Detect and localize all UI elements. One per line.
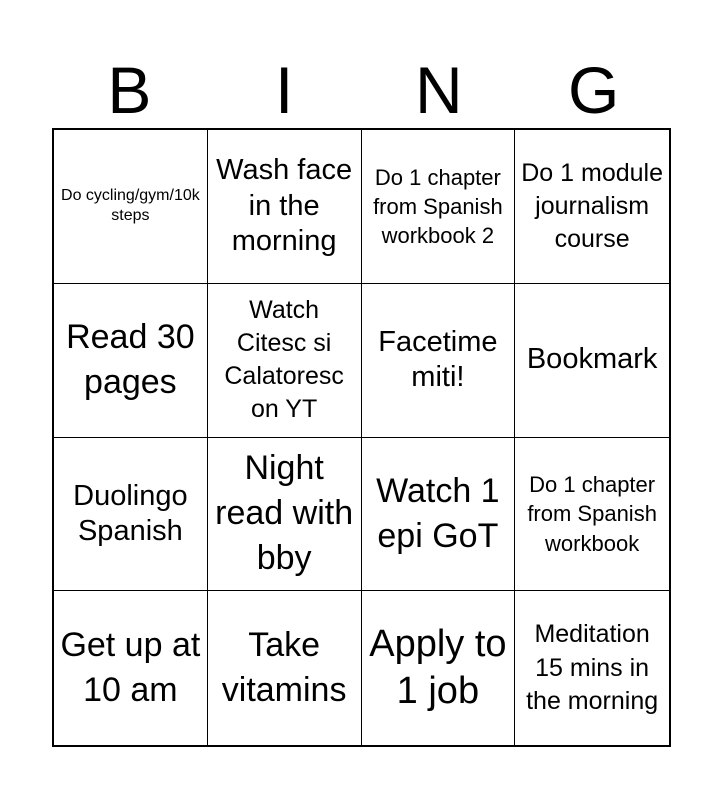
bingo-board [52,128,671,747]
bingo-cell[interactable] [54,130,208,284]
bingo-cell[interactable] [515,438,669,592]
bingo-cell[interactable] [208,130,362,284]
cell-text: Apply to 1 job [369,622,507,713]
cell-text: Duolingo Spanish [73,479,188,547]
cell-text: Do 1 chapter from Spanish workbook 2 [373,164,503,248]
bingo-cell[interactable] [208,591,362,745]
header-letter-g: G [567,53,620,127]
bingo-cell[interactable] [515,130,669,284]
bingo-cell[interactable] [362,438,516,592]
bingo-cell[interactable] [208,284,362,438]
header-letter-b: B [107,53,152,127]
bingo-cell[interactable] [515,284,669,438]
bingo-cell[interactable] [208,438,362,592]
cell-text: Get up at 10 am [60,625,201,710]
cell-text: Watch 1 epi GoT [376,471,500,555]
cell-text: Night read with bby [215,449,354,578]
bingo-cell[interactable] [362,591,516,745]
bingo-cell[interactable] [362,284,516,438]
cell-text: Meditation 15 mins in the morning [526,620,659,715]
bingo-cell[interactable] [362,130,516,284]
header-letter-i: I [274,53,294,127]
cell-text: Read 30 pages [66,317,195,402]
cell-text: Do 1 module journalism course [521,158,663,253]
cell-text: Watch Citesc si Calatoresc on YT [224,295,344,424]
cell-text: Bookmark [526,343,658,376]
cell-text: Facetime miti! [378,325,498,394]
header-letter-n: N [415,53,463,127]
bingo-cell[interactable] [54,438,208,592]
cell-text: Do 1 chapter from Spanish workbook [527,472,657,556]
cell-text: Do cycling/gym/10k steps [61,186,200,225]
bingo-cell[interactable] [54,284,208,438]
bingo-cell[interactable] [54,591,208,745]
bingo-header [52,52,671,128]
bingo-cell[interactable] [515,591,669,745]
cell-text: Take vitamins [221,625,347,710]
cell-text: Wash face in the morning [216,154,353,258]
